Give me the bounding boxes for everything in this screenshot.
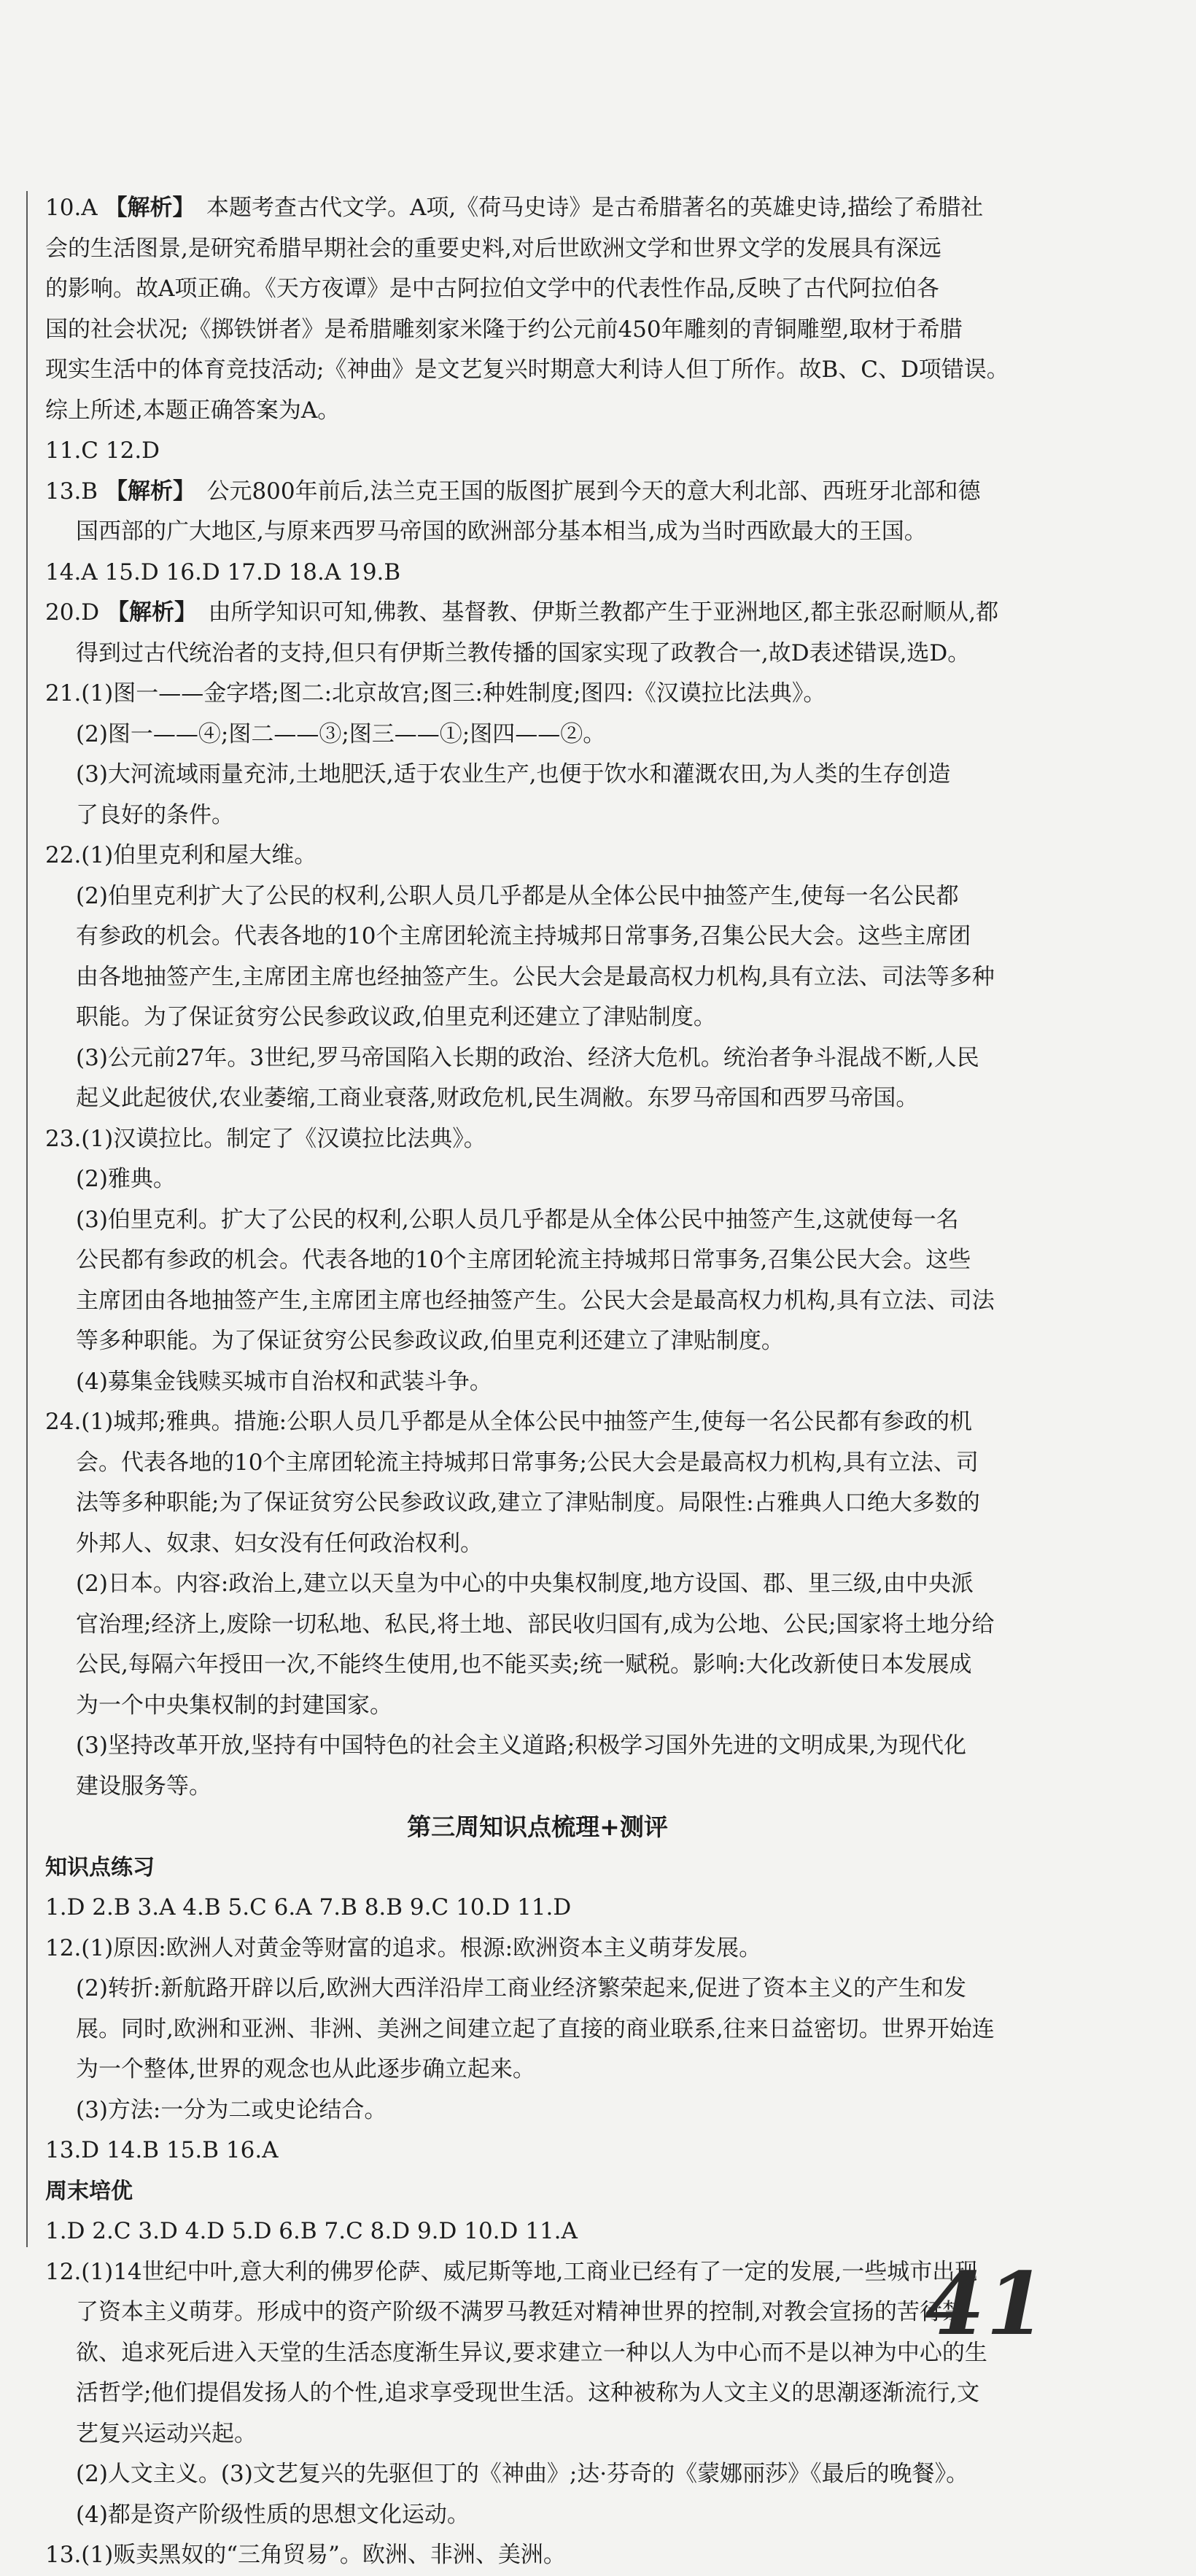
- answer-line: 13.(1)贩卖黑奴的“三角贸易”。欧洲、非洲、美洲。: [45, 2542, 566, 2568]
- answer-line: (3)伯里克利。扩大了公民的权利,公职人员几乎都是从全体公民中抽签产生,这就使每一名: [76, 1206, 959, 1233]
- page-number: 41: [925, 2253, 1048, 2354]
- answer-line: 欲、追求死后进入天堂的生活态度渐生异议,要求建立一种以人为中心而不是以神为中心的生: [76, 2339, 987, 2366]
- answer-line: (3)大河流域雨量充沛,土地肥沃,适于农业生产,也便于饮水和灌溉农田,为人类的生存创造: [76, 761, 951, 787]
- answer-line: 为一个中央集权制的封建国家。: [76, 1692, 392, 1719]
- answer-line: 综上所述,本题正确答案为A。: [45, 397, 341, 424]
- answer-line: 的影响。故A项正确。《天方夜谭》是中古阿拉伯文学中的代表性作品,反映了古代阿拉伯各: [45, 276, 939, 302]
- answer-line: (2)转折:新航路开辟以后,欧洲大西洋沿岸工商业经济繁荣起来,促进了资本主义的产生和发: [76, 1975, 967, 2001]
- analysis-tag: 【解析】: [104, 478, 195, 505]
- answer-line: (3)坚持改革开放,坚持有中国特色的社会主义道路;积极学习国外先进的文明成果,为现代化: [76, 1732, 967, 1759]
- answer-line: 1.D 2.B 3.A 4.B 5.C 6.A 7.B 8.B 9.C 10.D 11.D: [45, 1894, 572, 1921]
- margin-rule: [26, 191, 28, 2247]
- answer-line: 公民,每隔六年授田一次,不能终生使用,也不能买卖;统一赋税。影响:大化改新使日本发展成: [76, 1651, 972, 1678]
- answer-line: 现实生活中的体育竞技活动;《神曲》是文艺复兴时期意大利诗人但丁所作。故B、C、D项错误。: [45, 357, 1009, 383]
- answer-line: [45, 472, 1030, 513]
- answer-line: (2)图一——④;图二——③;图三——①;图四——②。: [76, 720, 606, 747]
- answer-line: 起义此起彼伏,农业萎缩,工商业衰落,财政危机,民生凋敝。东罗马帝国和西罗马帝国。: [76, 1085, 919, 1111]
- answer-line: 12.(1)原因:欧洲人对黄金等财富的追求。根源:欧洲资本主义萌芽发展。: [45, 1934, 762, 1961]
- answer-line: 法等多种职能;为了保证贫穷公民参政议政,建立了津贴制度。局限性:占雅典人口绝大多数的: [76, 1490, 980, 1516]
- answer-line: 了良好的条件。: [76, 801, 234, 828]
- answer-line: 23.(1)汉谟拉比。制定了《汉谟拉比法典》。: [45, 1125, 486, 1152]
- answer-line: 22.(1)伯里克利和屋大维。: [45, 842, 317, 868]
- question-number: 13.B: [45, 478, 98, 505]
- analysis-tag: 【解析】: [106, 599, 198, 626]
- answer-line: (3)公元前27年。3世纪,罗马帝国陷入长期的政治、经济大危机。统治者争斗混战不断,人民: [76, 1044, 979, 1071]
- subsection-title: 知识点练习: [45, 1854, 155, 1880]
- answer-line: 21.(1)图一——金字塔;图二:北京故宫;图三:种姓制度;图四:《汉谟拉比法典》。: [45, 680, 826, 707]
- subsection-title: 周末培优: [45, 2178, 133, 2204]
- answer-line: 外邦人、奴隶、妇女没有任何政治权利。: [76, 1530, 483, 1557]
- answer-line: 得到过古代统治者的支持,但只有伊斯兰教传播的国家实现了政教合一,故D表述错误,选D。: [76, 639, 971, 666]
- answer-line: 了资本主义萌芽。形成中的资产阶级不满罗马教廷对精神世界的控制,对教会宣扬的苦行禁: [76, 2299, 965, 2325]
- question-number: 10.A: [45, 195, 98, 221]
- answer-line: (2)人文主义。(3)文艺复兴的先驱但丁的《神曲》;达·芬奇的《蒙娜丽莎》《最后的晚餐》。: [76, 2461, 969, 2487]
- answer-line: 为一个整体,世界的观念也从此逐步确立起来。: [76, 2056, 535, 2082]
- analysis-text: 公元800年前后,法兰克王国的版图扩展到今天的意大利北部、西班牙北部和德: [206, 478, 981, 505]
- section-title: 第三周知识点梳理+测评: [407, 1813, 668, 1841]
- analysis-tag: 【解析】: [104, 195, 195, 221]
- answer-line: (2)雅典。: [76, 1166, 176, 1192]
- question-number: 20.D: [45, 599, 100, 626]
- answer-line: 活哲学;他们提倡发扬人的个性,追求享受现世生活。这种被称为人文主义的思潮逐渐流行,文: [76, 2380, 980, 2406]
- answer-line: 有参政的机会。代表各地的10个主席团轮流主持城邦日常事务,召集公民大会。这些主席团: [76, 923, 971, 949]
- answer-line: 展。同时,欧洲和亚洲、非洲、美洲之间建立起了直接的商业联系,往来日益密切。世界开始连: [76, 2015, 995, 2042]
- answer-line: [45, 593, 1030, 634]
- answer-line: (2)伯里克利扩大了公民的权利,公职人员几乎都是从全体公民中抽签产生,使每一名公民都: [76, 882, 959, 909]
- answer-line: 建设服务等。: [76, 1773, 211, 1799]
- answer-line: 24.(1)城邦;雅典。措施:公职人员几乎都是从全体公民中抽签产生,使每一名公民都有参政的机: [45, 1409, 972, 1435]
- answer-line: (4)都是资产阶级性质的思想文化运动。: [76, 2501, 470, 2528]
- answer-line: (2)日本。内容:政治上,建立以天皇为中心的中央集权制度,地方设国、郡、里三级,由中央派: [76, 1571, 974, 1597]
- answer-line: 国西部的广大地区,与原来西罗马帝国的欧洲部分基本相当,成为当时西欧最大的王国。: [76, 518, 927, 545]
- answer-line: 1.D 2.C 3.D 4.D 5.D 6.B 7.C 8.D 9.D 10.D 11.A: [45, 2218, 578, 2244]
- answer-line: 14.A 15.D 16.D 17.D 18.A 19.B: [45, 559, 401, 585]
- answer-line: 由各地抽签产生,主席团主席也经抽签产生。公民大会是最高权力机构,具有立法、司法等多种: [76, 963, 995, 990]
- answer-line: 艺复兴运动兴起。: [76, 2420, 257, 2447]
- answer-line: 等多种职能。为了保证贫穷公民参政议政,伯里克利还建立了津贴制度。: [76, 1328, 784, 1354]
- answer-content: [45, 188, 1030, 2576]
- answer-line: 公民都有参政的机会。代表各地的10个主席团轮流主持城邦日常事务,召集公民大会。这些: [76, 1247, 971, 1273]
- answer-line: 会。代表各地的10个主席团轮流主持城邦日常事务;公民大会是最高权力机构,具有立法、司: [76, 1449, 979, 1476]
- answer-line: 会的生活图景,是研究希腊早期社会的重要史料,对后世欧洲文学和世界文学的发展具有深远: [45, 235, 941, 262]
- answer-line: 主席团由各地抽签产生,主席团主席也经抽签产生。公民大会是最高权力机构,具有立法、司法: [76, 1287, 995, 1314]
- answer-line: 12.(1)14世纪中叶,意大利的佛罗伦萨、威尼斯等地,工商业已经有了一定的发展,一些城市出现: [45, 2258, 978, 2285]
- analysis-text: 由所学知识可知,佛教、基督教、伊斯兰教都产生于亚洲地区,都主张忍耐顺从,都: [208, 599, 999, 626]
- answer-line: 国的社会状况;《掷铁饼者》是希腊雕刻家米隆于约公元前450年雕刻的青铜雕塑,取材于希腊: [45, 316, 963, 343]
- answer-line: (3)方法:一分为二或史论结合。: [76, 2096, 387, 2123]
- answer-line: 13.D 14.B 15.B 16.A: [45, 2137, 279, 2163]
- answer-line: 职能。为了保证贫穷公民参政议政,伯里克利还建立了津贴制度。: [76, 1004, 716, 1030]
- answer-line: 官治理;经济上,废除一切私地、私民,将土地、部民收归国有,成为公地、公民;国家将土地分给: [76, 1611, 995, 1638]
- answer-line: [45, 188, 1030, 229]
- answer-line: (4)募集金钱赎买城市自治权和武装斗争。: [76, 1368, 492, 1395]
- analysis-text: 本题考查古代文学。A项,《荷马史诗》是古希腊著名的英雄史诗,描绘了希腊社: [206, 195, 984, 221]
- answer-line: 11.C 12.D: [45, 437, 160, 464]
